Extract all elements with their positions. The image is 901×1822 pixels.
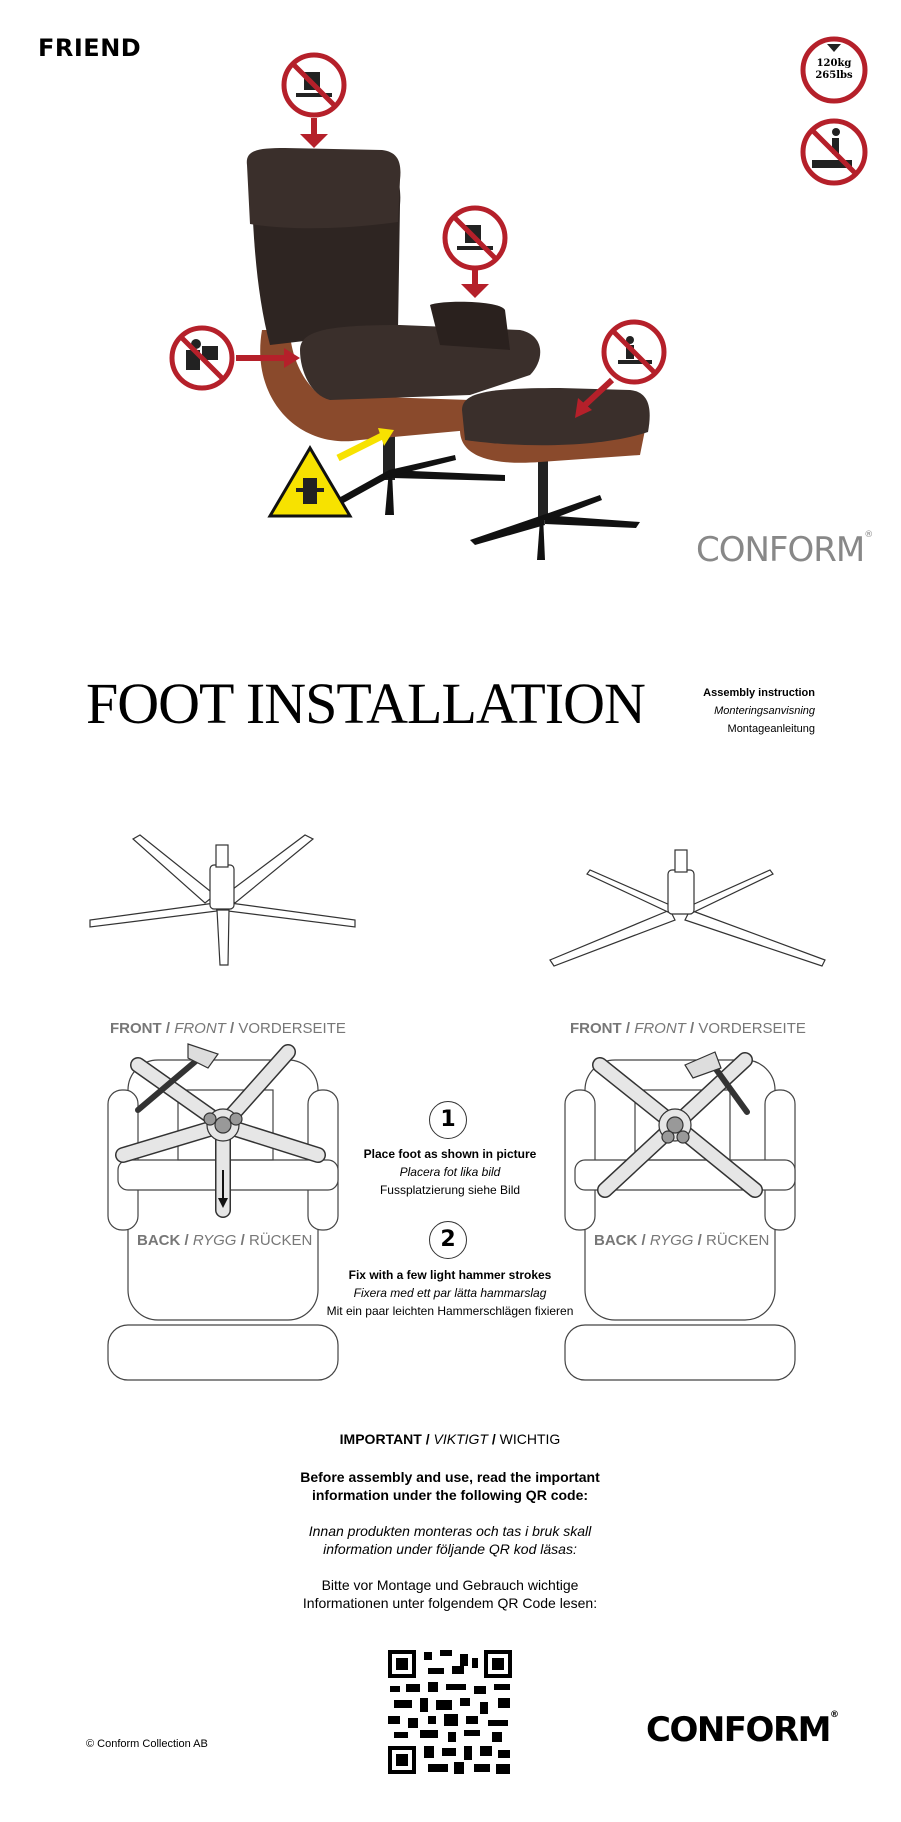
- important-de-text: [200, 1576, 700, 1612]
- brand-logo-top: [696, 530, 872, 570]
- important-sv: VIKTIGT: [433, 1431, 488, 1447]
- step-1-sv: Placera fot lika bild: [399, 1165, 501, 1179]
- weight-limit-lbs: 265lbs: [815, 70, 853, 81]
- back-en: BACK: [594, 1232, 638, 1249]
- label-sep: /: [184, 1232, 189, 1249]
- important-en: IMPORTANT: [339, 1431, 422, 1447]
- front-sv: FRONT: [174, 1020, 226, 1037]
- chair-armrest: [430, 302, 510, 350]
- chair-outline-left: [108, 1040, 348, 1390]
- brand-mark: ®: [864, 530, 873, 540]
- label-sep: /: [625, 1020, 631, 1037]
- front-en: FRONT: [110, 1020, 162, 1037]
- step-2-text: [320, 1266, 580, 1320]
- brand-name: CONFORM: [696, 530, 865, 570]
- brand-name: CONFORM: [646, 1710, 830, 1750]
- step-1-text: [330, 1145, 570, 1199]
- ottoman-base-diagram: [540, 830, 830, 970]
- back-label-left: [137, 1232, 312, 1249]
- step-1-de: Fussplatzierung siehe Bild: [379, 1183, 521, 1197]
- weight-limit-text: [806, 58, 862, 82]
- important-de-line2: Informationen unter folgendem QR Code lesen:: [302, 1595, 598, 1611]
- chair-outline-right: [565, 1040, 805, 1390]
- important-en-line2: information under the following QR code:: [311, 1487, 589, 1503]
- back-en: BACK: [137, 1232, 181, 1249]
- no-stand-icon: [803, 121, 865, 183]
- back-sv: RYGG: [649, 1232, 694, 1249]
- important-heading: [200, 1430, 700, 1448]
- assembly-en: Assembly instruction: [703, 687, 815, 699]
- label-sep: /: [240, 1232, 245, 1249]
- front-label-left: [110, 1020, 346, 1037]
- back-de: RÜCKEN: [706, 1232, 770, 1249]
- assembly-de: Montageanleitung: [727, 723, 815, 735]
- important-sv-text: [200, 1522, 700, 1558]
- back-sv: RYGG: [192, 1232, 237, 1249]
- important-sep: /: [425, 1431, 430, 1447]
- step-2-sv: Fixera med ett par lätta hammarslag: [353, 1286, 547, 1300]
- no-weight-headrest-icon: [284, 55, 344, 148]
- step-2-de: Mit ein paar leichten Hammerschlägen fixieren: [326, 1304, 574, 1318]
- important-en-line1: Before assembly and use, read the important: [300, 1469, 600, 1485]
- back-de: RÜCKEN: [249, 1232, 313, 1249]
- label-sep: /: [690, 1020, 695, 1037]
- weight-limit-kg: 120kg: [816, 58, 852, 69]
- important-de: WICHTIG: [499, 1431, 561, 1447]
- important-sep: /: [491, 1431, 496, 1447]
- important-sv-line1: Innan produkten monteras och tas i bruk skall: [308, 1523, 592, 1539]
- chair-base-diagram: [85, 825, 365, 965]
- chair-illustration: [0, 0, 901, 580]
- label-sep: /: [697, 1232, 702, 1249]
- label-sep: /: [230, 1020, 235, 1037]
- product-name: FRIEND: [38, 34, 142, 62]
- front-label-right: [570, 1020, 806, 1037]
- back-label-right: [594, 1232, 769, 1249]
- copyright: © Conform Collection AB: [86, 1738, 208, 1750]
- step-2-en: Fix with a few light hammer strokes: [348, 1268, 552, 1282]
- ottoman-cushion: [462, 388, 650, 445]
- brand-mark: ®: [829, 1710, 838, 1720]
- step-1-en: Place foot as shown in picture: [363, 1147, 537, 1161]
- qr-code: [388, 1650, 512, 1774]
- step-1-number: 1: [429, 1101, 467, 1139]
- pinch-warning-icon: [270, 428, 394, 516]
- assembly-instruction: [703, 684, 815, 738]
- front-en: FRONT: [570, 1020, 622, 1037]
- important-sv-line2: information under följande QR kod läsas:: [323, 1541, 577, 1557]
- label-sep: /: [641, 1232, 646, 1249]
- no-weight-armrest-icon: [445, 208, 505, 298]
- important-en-text: [200, 1468, 700, 1504]
- page-title: FOOT INSTALLATION: [86, 671, 645, 736]
- step-2-number: 2: [429, 1221, 467, 1259]
- front-sv: FRONT: [634, 1020, 686, 1037]
- front-de: VORDERSEITE: [238, 1020, 346, 1037]
- chair-headrest: [247, 148, 401, 228]
- important-de-line1: Bitte vor Montage und Gebrauch wichtige: [321, 1577, 579, 1593]
- label-sep: /: [165, 1020, 171, 1037]
- assembly-sv: Monteringsanvisning: [714, 705, 815, 717]
- front-de: VORDERSEITE: [698, 1020, 806, 1037]
- brand-logo-bottom: [646, 1710, 837, 1750]
